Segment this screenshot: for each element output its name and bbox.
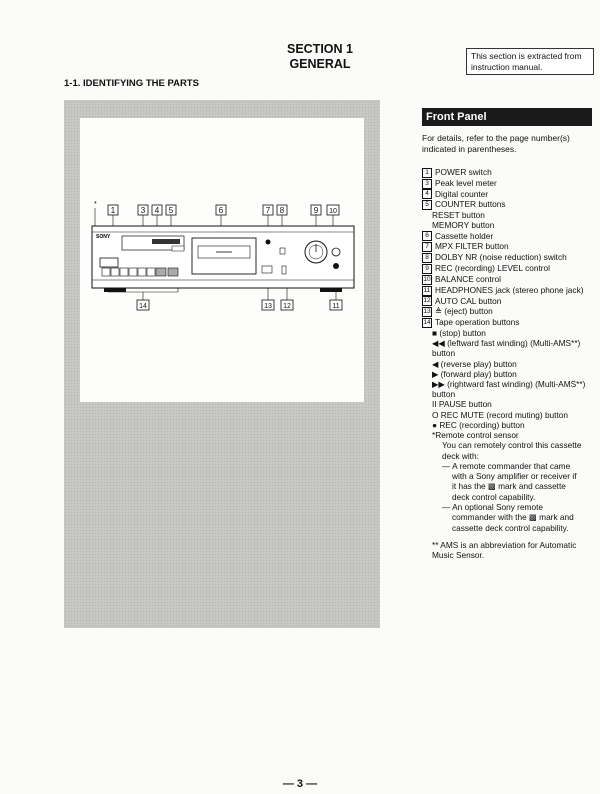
- balance-knob: [332, 248, 340, 256]
- list-item: 11 HEADPHONES jack (stereo phone jack): [423, 284, 584, 295]
- callout-10-label: 10: [329, 208, 337, 215]
- list-item: 9 REC (recording) LEVEL control: [422, 263, 590, 274]
- callout-8-label: 8: [279, 206, 285, 215]
- remote-sensor-marker: *: [94, 201, 97, 208]
- list-item: 14 Tape operation buttons ■ (stop) button ◀◀ (leftward fast winding) (Multi-AMS**) button ◀ (reverse play) button ▶ (forward play) button ▶▶ (rightward fast winding) (Multi-AMS**) button II PAUSE button O REC MUTE (record muting) button ● REC (recording) button: [423, 317, 586, 430]
- list-item: 6 Cassette holder: [422, 231, 590, 242]
- remote-note-dash-1: — A remote commander that came with a Sony amplifier or receiver if it has the ▩ mark and cassette deck control capability.: [442, 460, 577, 502]
- list-item: 7 MPX FILTER button: [422, 241, 590, 252]
- dolby-nr-switch: [280, 248, 285, 254]
- callout-14-label: 14: [139, 303, 147, 310]
- remote-note-dash-2: — An optional Sony remote commander with the ▩ mark and cassette deck control capability.: [442, 502, 574, 533]
- list-item: 1 POWER switch: [422, 167, 590, 178]
- power-button: [100, 258, 118, 267]
- section-name: GENERAL: [289, 57, 351, 71]
- extract-note: This section is extracted from instruction manual.: [466, 48, 594, 75]
- auto-cal-button: [282, 266, 286, 274]
- callout-9-label: 9: [313, 206, 319, 215]
- list-item: 13 ≜ (eject) button: [423, 306, 493, 317]
- list-item: 5 COUNTER buttons RESET button MEMORY button: [422, 199, 590, 230]
- list-item: 10 BALANCE control: [423, 273, 501, 284]
- front-panel-intro: For details, refer to the page number(s) indicated in parentheses.: [422, 133, 570, 154]
- list-item: 12 AUTO CAL button: [423, 295, 502, 306]
- callout-5-label: 5: [168, 206, 174, 215]
- callout-3-label: 3: [140, 206, 146, 215]
- callout-13-label: 13: [264, 303, 272, 310]
- callout-12-label: 12: [283, 303, 291, 310]
- callout-7-label: 7: [265, 206, 271, 215]
- parts-list: [422, 167, 590, 430]
- section-number: SECTION 1: [287, 42, 353, 56]
- remote-note-body: You can remotely control this cassette deck with:: [442, 440, 582, 461]
- remote-note-title: *Remote control sensor: [432, 430, 519, 440]
- list-item: 8 DOLBY NR (noise reduction) switch: [422, 252, 590, 263]
- cassette-deck-diagram: [80, 118, 364, 402]
- callout-11-label: 11: [332, 303, 340, 310]
- front-panel-heading: Front Panel: [422, 108, 592, 126]
- level-meter: [152, 239, 180, 244]
- subheading: 1-1. IDENTIFYING THE PARTS: [64, 78, 199, 89]
- list-item: 3 Peak level meter: [422, 178, 590, 189]
- section-title: [250, 42, 390, 72]
- brand-logo: SONY: [96, 234, 111, 240]
- counter-display: [172, 246, 184, 251]
- mpx-filter-button: [266, 240, 271, 245]
- callout-4-label: 4: [154, 206, 160, 215]
- callout-1-label: 1: [110, 206, 116, 215]
- ams-footnote: ** AMS is an abbreviation for Automatic Music Sensor.: [432, 540, 577, 561]
- page-number: — 3 —: [282, 778, 318, 790]
- eject-button: [262, 266, 272, 273]
- list-item: 4 Digital counter: [422, 189, 590, 200]
- remote-sensor-note: [432, 430, 582, 533]
- callout-6-label: 6: [218, 206, 224, 215]
- headphones-jack: [333, 263, 339, 269]
